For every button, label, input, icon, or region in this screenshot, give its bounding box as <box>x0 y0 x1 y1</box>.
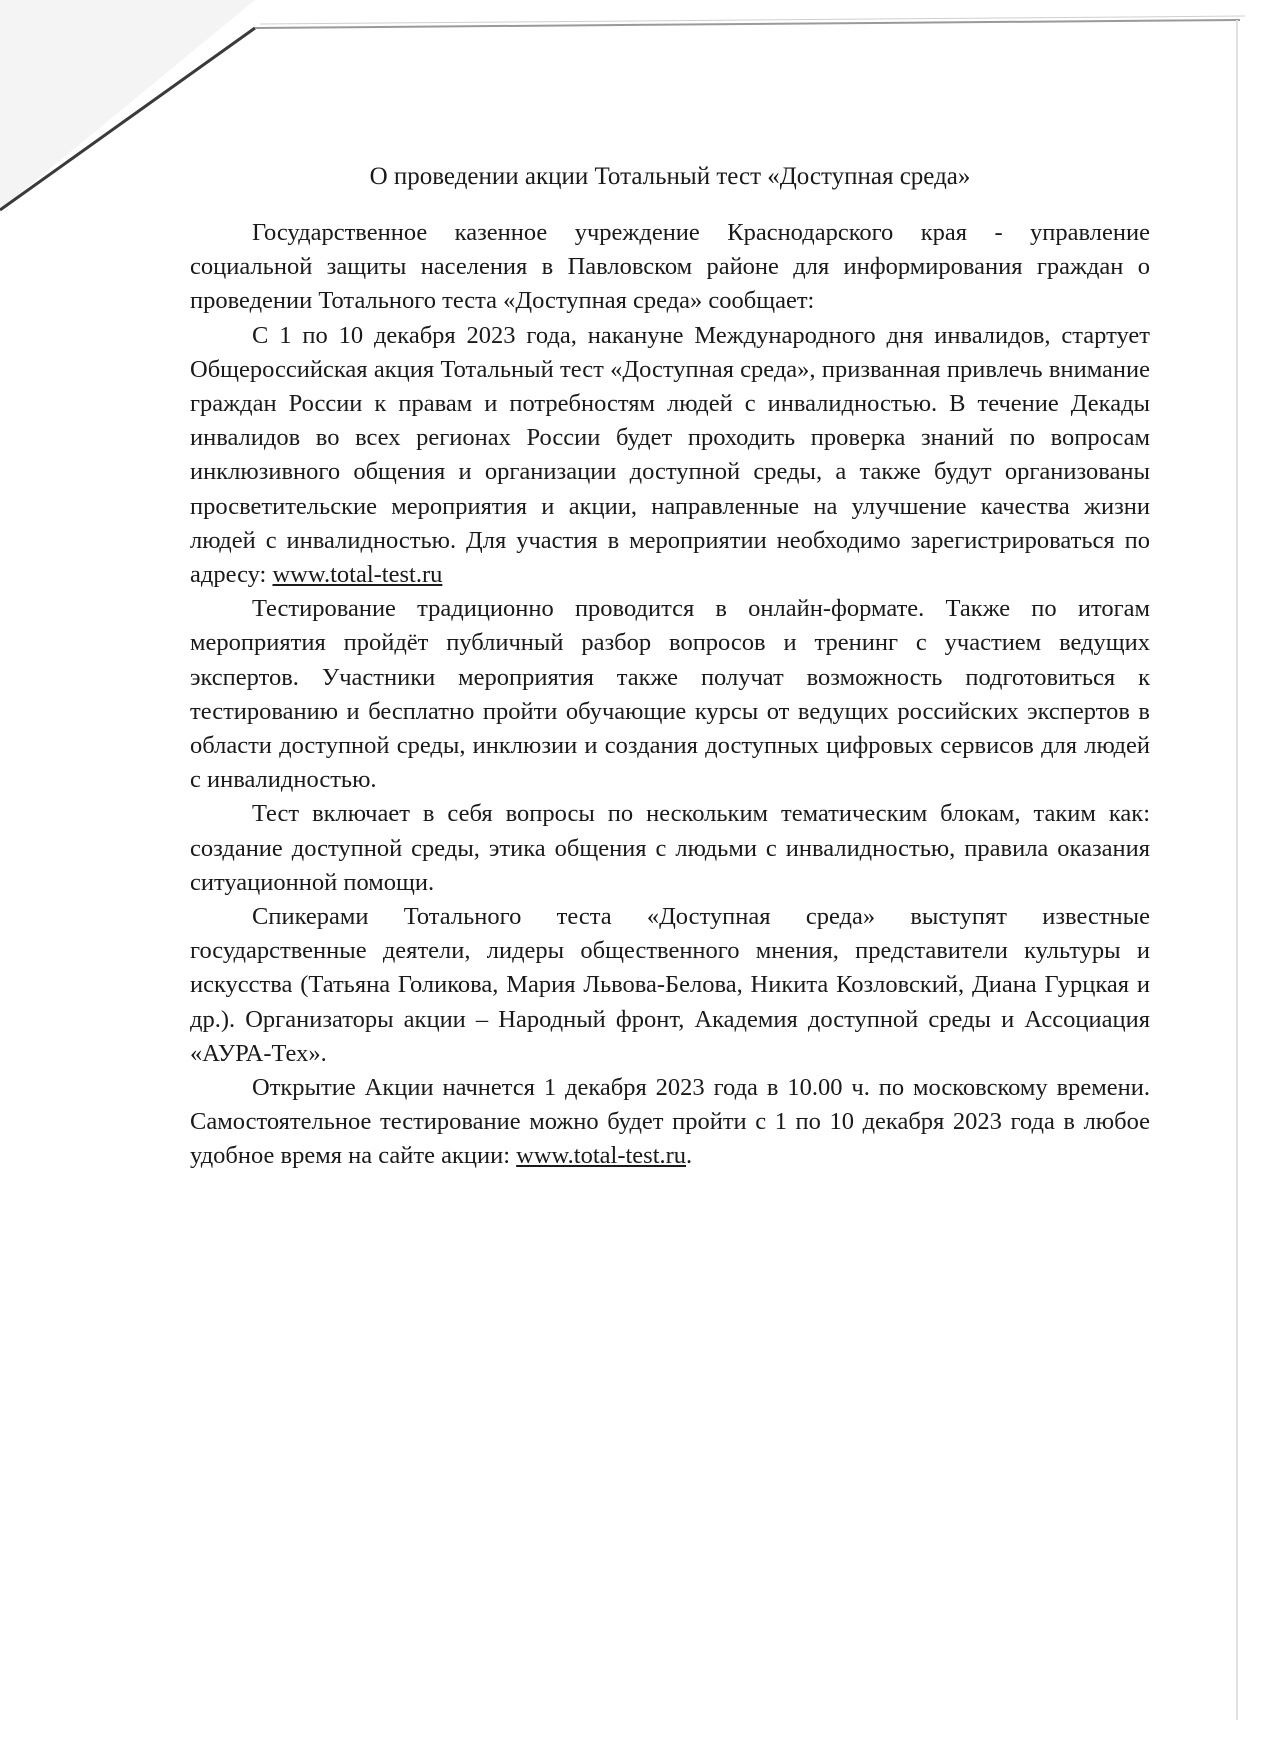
paragraph-text: Открытие Акции начнется 1 декабря 2023 года в 10.00 ч. по московскому времени. Самостоятельное тестирование можно будет пройти с 1 по 10 декабря 2023 года в любое удобное время на сайте акции: <box>190 1074 1150 1170</box>
document-page <box>190 150 1150 1174</box>
paragraph-opening <box>190 1071 1150 1174</box>
paragraph-text: Спикерами Тотального теста «Доступная среда» выступят известные государственные деятели, лидеры общественного мнения, представители культуры и искусства (Татьяна Голикова, Мария Львова-Белова, Никита Козловский, Диана Гурцкая и др.). Организаторы акции – Народный фронт, Академия доступной среды и Ассоциация «АУРА-Тех». <box>190 903 1150 1067</box>
paragraph-tail: . <box>686 1142 693 1170</box>
paragraph-format <box>190 592 1150 797</box>
website-link[interactable]: www.total-test.ru <box>516 1142 687 1170</box>
document-title: О проведении акции Тотальный тест «Доступная среда» <box>369 163 971 190</box>
paragraph-text: С 1 по 10 декабря 2023 года, накануне Международного дня инвалидов, стартует Общероссийская акция Тотальный тест «Доступная среда», призванная привлечь внимание граждан России к правам и потребностям людей с инвалидностью. В течение Декады инвалидов во всех регионах России будет проходить проверка знаний по вопросам инклюзивного общения и организации доступной среды, а также будут организованы просветительские мероприятия и акции, направленные на улучшение качества жизни людей с инвалидностью. Для участия в мероприятии необходимо зарегистрироваться по адресу: <box>190 321 1150 589</box>
paragraph-text: Тестирование традиционно проводится в онлайн-формате. Также по итогам мероприятия пройдёт публичный разбор вопросов и тренинг с участием ведущих экспертов. Участники мероприятия также получат возможность подготовиться к тестированию и бесплатно пройти обучающие курсы от ведущих российских экспертов в области доступной среды, инклюзии и создания доступных цифровых сервисов для людей с инвалидностью. <box>190 595 1150 794</box>
paragraph-text: Тест включает в себя вопросы по нескольким тематическим блокам, таким как: создание доступной среды, этика общения с людьми с инвалидностью, правила оказания ситуационной помощи. <box>190 800 1150 896</box>
paragraph-text: Государственное казенное учреждение Краснодарского края - управление социальной защиты населения в Павловском районе для информирования граждан о проведении Тотального теста «Доступная среда» сообщает: <box>190 219 1150 315</box>
paragraph-announcement <box>190 319 1150 593</box>
paragraph-speakers <box>190 900 1150 1071</box>
scan-edge-line <box>1236 20 1238 1720</box>
website-link[interactable]: www.total-test.ru <box>272 561 443 589</box>
paragraph-intro <box>190 216 1150 319</box>
paragraph-topics <box>190 797 1150 900</box>
